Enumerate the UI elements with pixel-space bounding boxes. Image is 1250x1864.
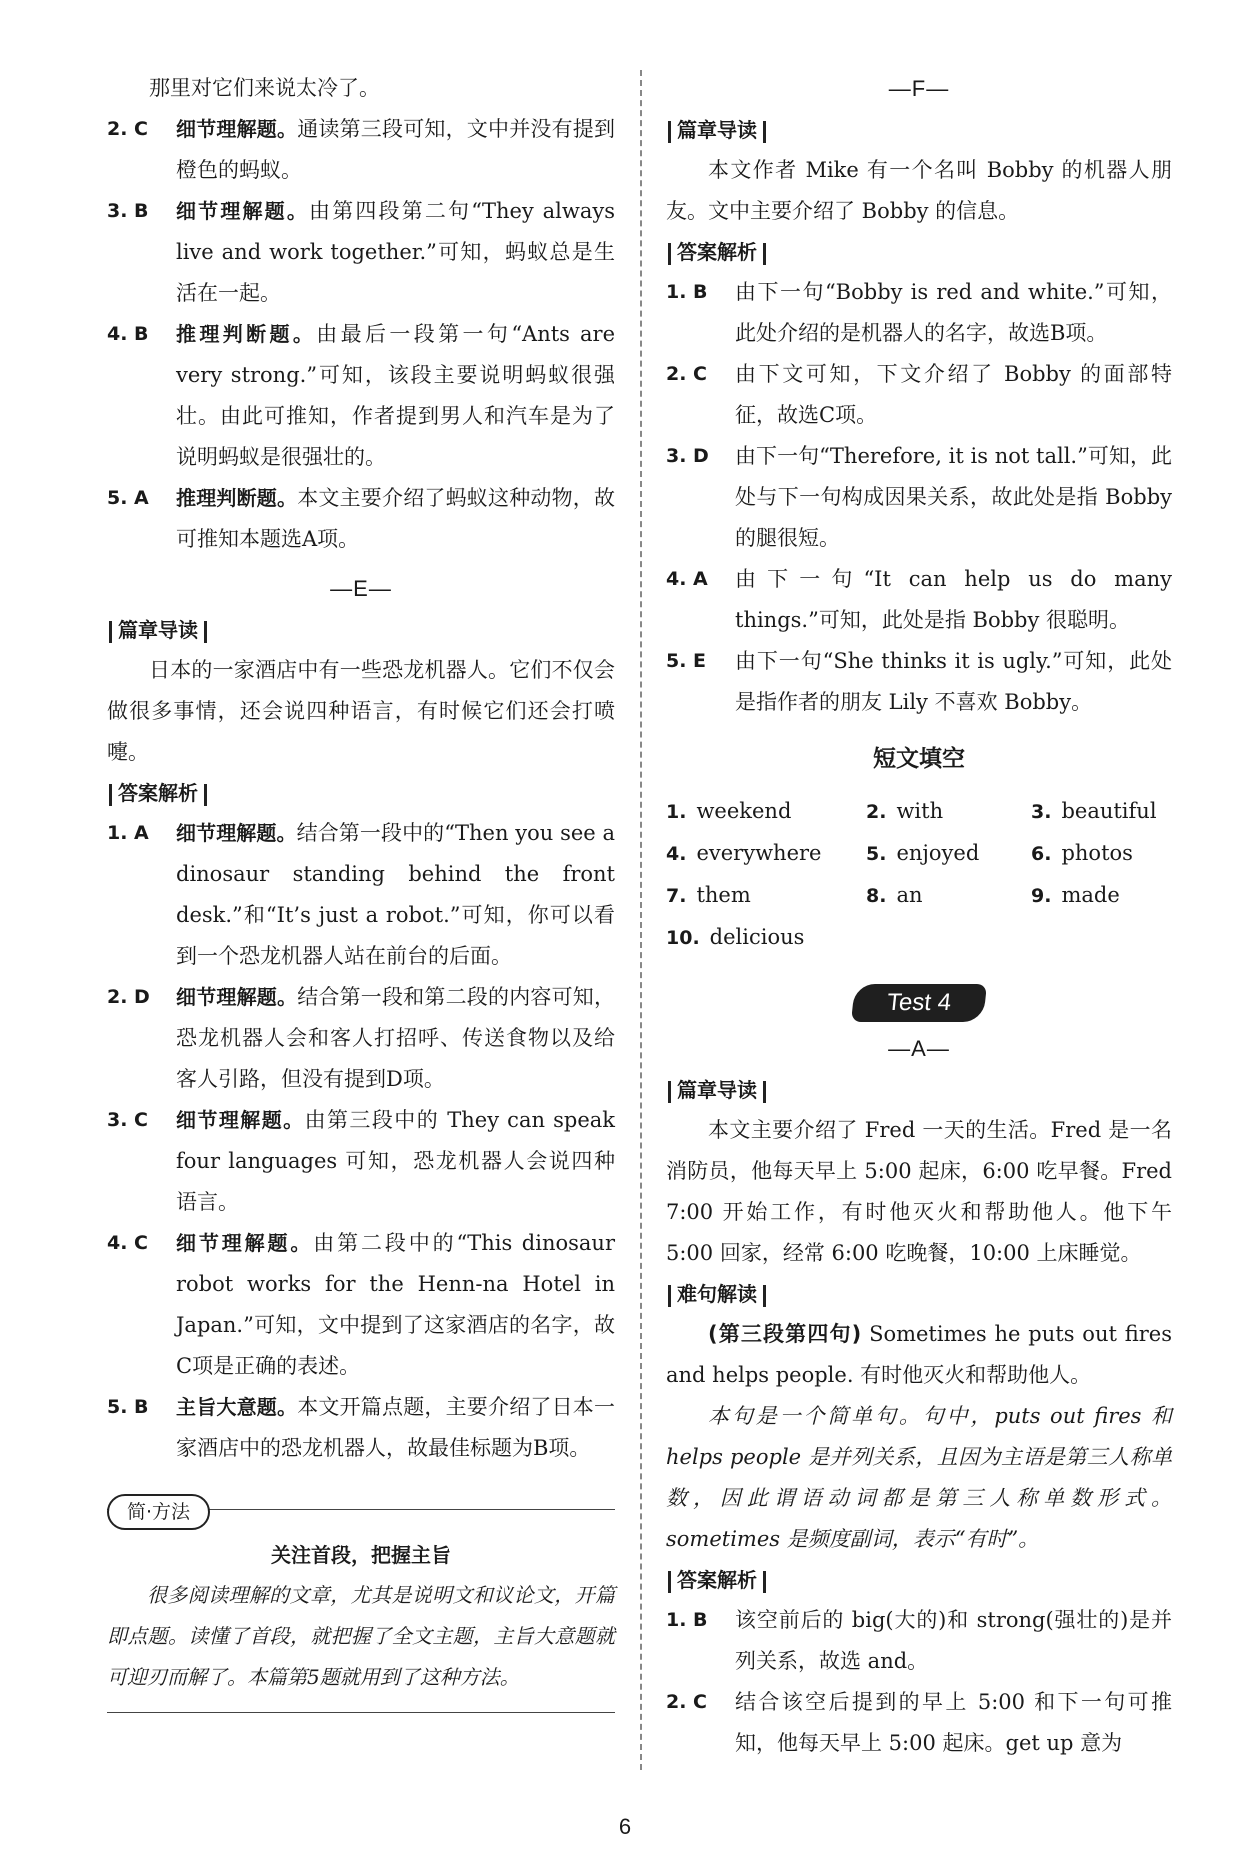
hard-sentence-text: Sometimes he puts out fires and helps people. 有时他灭火和帮助他人。 (666, 1322, 1172, 1387)
answer-number: 2. C (666, 1691, 707, 1713)
fill-answer (666, 791, 866, 833)
section-heading-answers (666, 232, 1172, 272)
answer-item (107, 109, 615, 191)
guide-paragraph: 本文主要介绍了 Fred 一天的生活。Fred 是一名消防员，他每天早上 5:00 起床，6:00 吃早餐。Fred 7:00 开始工作，有时他灭火和帮助他人。他下午 5:00 回家，经常 6:00 吃晚餐，10:00 上床睡觉。 (666, 1118, 1173, 1265)
answer-number: 1. B (666, 1609, 708, 1631)
answer-text: 结合该空后提到的早上 5:00 和下一句可推知，他每天早上 5:00 起床。get up 意为 (735, 1690, 1172, 1755)
answer-item (107, 191, 615, 314)
answer-text: 由下一句“It can help us do many things.”可知，此处是指 Bobby 很聪明。 (735, 567, 1172, 632)
answer-text: 由第二段中的“This dinosaur robot works for the Henn-na Hotel in Japan.”可知，文中提到了这家酒店的名字，故C项是正确的表述。 (176, 1231, 615, 1378)
question-type: 细节理解题。 (176, 1108, 305, 1132)
answer-item (666, 1600, 1172, 1682)
heading-bar (668, 243, 671, 265)
heading-bar (204, 784, 207, 806)
answer-text: 由第四段第二句“They always live and work together.”可知，蚂蚁总是生活在一起。 (176, 199, 616, 305)
fill-number: 8. (866, 885, 887, 907)
heading-bar (763, 1081, 766, 1103)
section-label: 篇章导读 (677, 1078, 757, 1102)
answer-text: 由下文可知，下文介绍了 Bobby 的面部特征，故选C项。 (735, 362, 1172, 427)
answer-number: 3. C (107, 1109, 148, 1131)
answer-item (107, 1223, 615, 1387)
fill-answer (666, 833, 866, 875)
heading-bar (109, 621, 112, 643)
answer-number: 5. E (666, 650, 707, 672)
method-rule-bottom (107, 1712, 615, 1713)
fill-word: beautiful (1061, 799, 1157, 823)
section-heading-hard-sentence (666, 1274, 1172, 1314)
answer-item (666, 354, 1172, 436)
column-divider (640, 70, 642, 1770)
question-type: 推理判断题。 (176, 486, 298, 510)
answer-text: 本文主要介绍了蚂蚁这种动物，故可推知本题选A项。 (176, 486, 616, 551)
answer-text: 本文开篇点题，主要介绍了日本一家酒店中的恐龙机器人，故最佳标题为B项。 (176, 1395, 616, 1460)
fill-answer (1031, 791, 1172, 833)
question-type: 细节理解题。 (176, 117, 298, 141)
question-type: 细节理解题。 (176, 1231, 314, 1255)
left-column (107, 68, 615, 1713)
fill-word: everywhere (696, 841, 822, 865)
heading-bar (763, 243, 766, 265)
fill-answer (866, 791, 1031, 833)
section-label: 答案解析 (677, 240, 757, 264)
question-type: 细节理解题。 (176, 821, 297, 845)
continued-line: 那里对它们来说太冷了。 (149, 76, 380, 100)
test-badge-wrap (666, 983, 1172, 1024)
answer-number: 3. B (107, 200, 149, 222)
section-label: 难句解读 (677, 1282, 757, 1306)
answer-text: 结合第一段中的“Then you see a dinosaur standing behind the front desk.”和“It’s just a robot.”可知，你可以看到一个恐龙机器人站在前台的后面。 (176, 821, 615, 968)
heading-bar (763, 1571, 766, 1593)
answer-number: 2. C (107, 118, 148, 140)
section-heading-answers (107, 773, 615, 813)
fill-number: 2. (866, 801, 887, 823)
answer-item (107, 478, 615, 560)
answer-text: 由最后一段第一句“Ants are very strong.”可知，该段主要说明蚂蚁很强壮。由此可推知，作者提到男人和汽车是为了说明蚂蚁是很强壮的。 (176, 322, 615, 469)
fill-word: enjoyed (896, 841, 980, 865)
fill-word: an (896, 883, 923, 907)
fill-number: 4. (666, 843, 687, 865)
answer-item (666, 272, 1172, 354)
fill-number: 7. (666, 885, 687, 907)
answer-item (107, 1387, 615, 1469)
answer-text: 结合第一段和第二段的内容可知，恐龙机器人会和客人打招呼、传送食物以及给客人引路，但没有提到D项。 (176, 985, 616, 1091)
answer-number: 2. D (107, 986, 150, 1008)
answer-list-d (107, 109, 615, 560)
answer-text: 该空前后的 big(大的)和 strong(强壮的)是并列关系，故选 and。 (735, 1608, 1172, 1673)
answer-list-f (666, 272, 1172, 723)
section-heading-answers (666, 1560, 1172, 1600)
fill-blank-title: 短文填空 (873, 746, 965, 772)
answer-item (666, 559, 1172, 641)
fill-answer (666, 917, 866, 959)
answer-item (107, 314, 615, 478)
answer-item (107, 977, 615, 1100)
hard-sentence-explain: 本句是一个简单句。句中，puts out fires 和 helps people 是并列关系，且因为主语是第三人称单数，因此谓语动词都是第三人称单数形式。sometimes 是频度副词，表示“有时”。 (666, 1404, 1172, 1551)
answer-text: 由下一句“Bobby is red and white.”可知，此处介绍的是机器人的名字，故选B项。 (735, 280, 1172, 345)
hard-sentence (666, 1314, 1172, 1396)
guide-paragraph: 日本的一家酒店中有一些恐龙机器人。它们不仅会做很多事情，还会说四种语言，有时候它们还会打喷嚏。 (107, 658, 615, 764)
fill-number: 5. (866, 843, 887, 865)
test-badge: Test 4 (851, 984, 987, 1022)
fill-number: 6. (1031, 843, 1052, 865)
answer-item (107, 1100, 615, 1223)
fill-word: made (1061, 883, 1120, 907)
guide-paragraph: 本文作者 Mike 有一个名叫 Bobby 的机器人朋友。文中主要介绍了 Bobby 的信息。 (666, 158, 1172, 223)
answer-number: 5. B (107, 1396, 149, 1418)
heading-bar (763, 1285, 766, 1307)
answer-number: 1. A (107, 822, 149, 844)
question-type: 细节理解题。 (176, 199, 310, 223)
fill-blank-answers (666, 791, 1172, 959)
question-type: 主旨大意题。 (176, 1395, 298, 1419)
method-title: 关注首段，把握主旨 (271, 1543, 451, 1567)
answer-text: 通读第三段可知，文中并没有提到橙色的蚂蚁。 (176, 117, 616, 182)
section-heading-guide (666, 110, 1172, 150)
answer-item (666, 641, 1172, 723)
section-label: 答案解析 (677, 1568, 757, 1592)
section-label: 篇章导读 (118, 618, 198, 642)
section-heading-guide (666, 1070, 1172, 1110)
part-heading-f: —F— (888, 76, 950, 101)
heading-bar (763, 121, 766, 143)
section-label: 答案解析 (118, 781, 198, 805)
fill-answer (1031, 875, 1172, 917)
heading-bar (668, 1285, 671, 1307)
answer-number: 5. A (107, 487, 149, 509)
answer-item (666, 1682, 1172, 1764)
method-body: 很多阅读理解的文章，尤其是说明文和议论文，开篇即点题。读懂了首段，就把握了全文主题，主旨大意题就可迎刃而解了。本篇第5题就用到了这种方法。 (107, 1583, 615, 1689)
section-heading-guide (107, 610, 615, 650)
part-heading-a: —A— (888, 1036, 950, 1061)
answer-number: 4. A (666, 568, 708, 590)
answer-number: 4. C (107, 1232, 148, 1254)
fill-word: delicious (709, 925, 805, 949)
method-box-header (107, 1491, 615, 1531)
heading-bar (668, 1571, 671, 1593)
answer-number: 3. D (666, 445, 709, 467)
question-type: 推理判断题。 (176, 322, 317, 346)
fill-word: weekend (696, 799, 792, 823)
page-number: 6 (618, 1814, 632, 1839)
right-column (666, 68, 1172, 1764)
fill-answer (666, 875, 866, 917)
answer-number: 4. B (107, 323, 149, 345)
heading-bar (668, 1081, 671, 1103)
answer-number: 1. B (666, 281, 708, 303)
heading-bar (668, 121, 671, 143)
fill-answer (866, 875, 1031, 917)
answer-item (107, 813, 615, 977)
heading-bar (204, 621, 207, 643)
part-heading-e: —E— (330, 576, 392, 601)
fill-number: 3. (1031, 801, 1052, 823)
hard-sentence-ref: (第三段第四句) (708, 1322, 862, 1346)
answer-number: 2. C (666, 363, 707, 385)
fill-number: 9. (1031, 885, 1052, 907)
fill-answer (866, 833, 1031, 875)
answer-text: 由下一句“Therefore, it is not tall.”可知，此处与下一句构成因果关系，故此处是指 Bobby 的腿很短。 (735, 444, 1172, 550)
fill-answer (1031, 833, 1172, 875)
fill-number: 10. (666, 927, 700, 949)
answer-list-a (666, 1600, 1172, 1764)
answer-item (666, 436, 1172, 559)
answer-text: 由第三段中的 They can speak four languages 可知，恐龙机器人会说四种语言。 (176, 1108, 615, 1214)
answer-text: 由下一句“She thinks it is ugly.”可知，此处是指作者的朋友 Lily 不喜欢 Bobby。 (735, 649, 1172, 714)
fill-word: with (896, 799, 944, 823)
heading-bar (109, 784, 112, 806)
fill-word: photos (1061, 841, 1133, 865)
method-pill: 简·方法 (107, 1494, 210, 1530)
answer-list-e (107, 813, 615, 1469)
section-label: 篇章导读 (677, 118, 757, 142)
question-type: 细节理解题。 (176, 985, 298, 1009)
fill-number: 1. (666, 801, 687, 823)
fill-word: them (696, 883, 751, 907)
